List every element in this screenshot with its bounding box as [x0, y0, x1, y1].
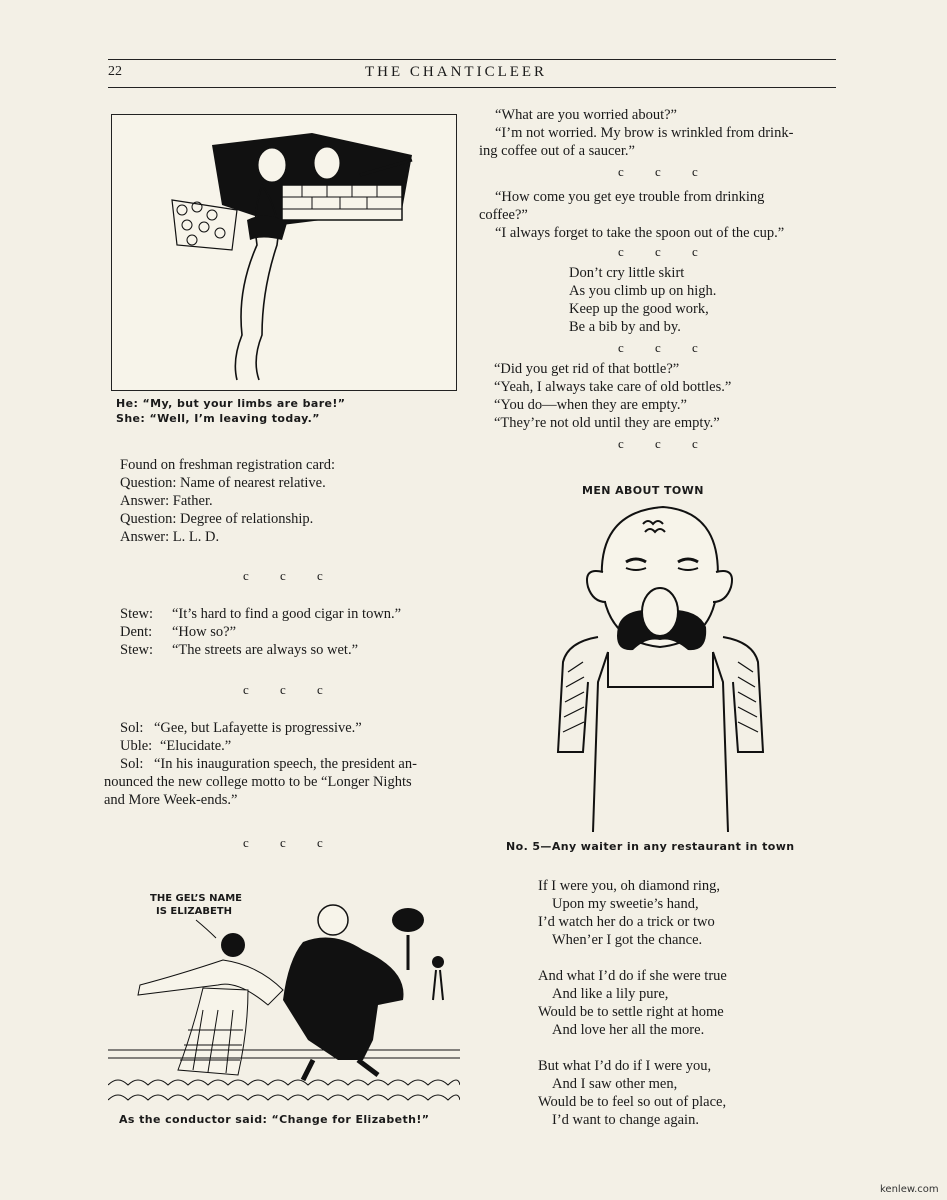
watermark: kenlew.com — [880, 1184, 939, 1195]
registration-line: Question: Degree of relationship. — [120, 511, 314, 527]
joke-line: “I’m not worried. My brow is wrinkled from drink- — [495, 125, 794, 141]
dialogue-line: and More Week-ends.” — [104, 792, 238, 808]
eye-trouble-joke — [479, 188, 835, 242]
separator: c c c — [243, 568, 323, 583]
dialogue-line: Stew: “The streets are always so wet.” — [120, 642, 359, 658]
joke-line: “You do—when they are empty.” — [494, 397, 687, 413]
registration-intro: Found on freshman registration card: — [120, 457, 336, 473]
registration-line: Answer: Father. — [120, 493, 213, 509]
poem-line: Upon my sweetie’s hand, — [552, 896, 699, 912]
men-caption: No. 5—Any waiter in any restaurant in town — [506, 840, 795, 853]
joke-line: coffee?” — [479, 207, 528, 223]
separator: c c c — [618, 244, 698, 259]
separator: c c c — [243, 835, 323, 850]
poem-line: I’d watch her do a trick or two — [538, 914, 715, 930]
dialogue-line: Stew: “It’s hard to find a good cigar in town.” — [120, 606, 402, 622]
separator: c c c — [243, 682, 323, 697]
joke-line: “Yeah, I always take care of old bottles.” — [494, 379, 732, 395]
poem-line: And what I’d do if she were true — [538, 968, 727, 984]
lafayette-joke — [104, 719, 460, 809]
separator: c c c — [618, 164, 698, 179]
caption-she: She: “Well, I’m leaving today.” — [116, 412, 320, 425]
dialogue-line: Dent: “How so?” — [120, 624, 237, 640]
separator: c c c — [618, 436, 698, 451]
waiter-cartoon — [548, 502, 768, 832]
poem-line: And love her all the more. — [552, 1022, 705, 1038]
registration-line: Question: Name of nearest relative. — [120, 475, 326, 491]
poem-line: Be a bib by and by. — [569, 319, 681, 335]
poem-line: As you climb up on high. — [569, 283, 717, 299]
header-rule-top — [108, 59, 836, 60]
dialogue-line: nounced the new college motto to be “Longer Nights — [104, 774, 412, 790]
header-rule-bottom — [108, 87, 836, 88]
dialogue-line: Sol: “Gee, but Lafayette is progressive.” — [120, 720, 362, 736]
cartoon-limbs-illustration — [112, 115, 456, 390]
diamond-ring-poem — [538, 877, 727, 1129]
joke-line: “Did you get rid of that bottle?” — [494, 361, 680, 377]
poem-line: I’d want to change again. — [552, 1112, 699, 1128]
poem-line: When’er I got the chance. — [552, 932, 703, 948]
cartoon2-label: THE GEL’S NAME IS ELIZABETH — [150, 893, 242, 917]
poem-line: Keep up the good work, — [569, 301, 709, 317]
journal-title: THE CHANTICLEER — [365, 64, 548, 80]
joke-line: ing coffee out of a saucer.” — [479, 143, 635, 159]
separator: c c c — [618, 340, 698, 355]
registration-joke — [120, 456, 335, 546]
men-about-town-title: MEN ABOUT TOWN — [582, 484, 704, 497]
poem-line: But what I’d do if I were you, — [538, 1058, 712, 1074]
joke-line: “How come you get eye trouble from drinking — [495, 189, 765, 205]
waiter-illustration — [548, 502, 768, 832]
cartoon-limbs-bare — [111, 114, 457, 391]
poem-line: Would be to feel so out of place, — [538, 1094, 727, 1110]
poem-line: If I were you, oh diamond ring, — [538, 878, 721, 894]
skirt-poem — [569, 264, 716, 336]
cartoon2-caption: As the conductor said: “Change for Elizabeth!” — [119, 1113, 430, 1126]
page-number: 22 — [108, 64, 122, 79]
joke-line: “They’re not old until they are empty.” — [494, 415, 720, 431]
bottle-joke — [494, 360, 731, 432]
joke-line: “What are you worried about?” — [495, 107, 677, 123]
joke-line: “I always forget to take the spoon out of the cup.” — [495, 225, 785, 241]
cartoon-elizabeth — [108, 880, 460, 1105]
caption-he: He: “My, but your limbs are bare!” — [116, 397, 346, 410]
cartoon1-caption — [116, 396, 345, 426]
poem-line: And I saw other men, — [552, 1076, 678, 1092]
registration-line: Answer: L. L. D. — [120, 529, 220, 545]
dialogue-line: Uble: “Elucidate.” — [120, 738, 232, 754]
cigar-joke — [120, 605, 401, 659]
dialogue-line: Sol: “In his inauguration speech, the president an- — [120, 756, 417, 772]
saucer-joke — [479, 106, 835, 160]
poem-line: Don’t cry little skirt — [569, 265, 685, 281]
poem-line: And like a lily pure, — [552, 986, 669, 1002]
poem-line: Would be to settle right at home — [538, 1004, 724, 1020]
